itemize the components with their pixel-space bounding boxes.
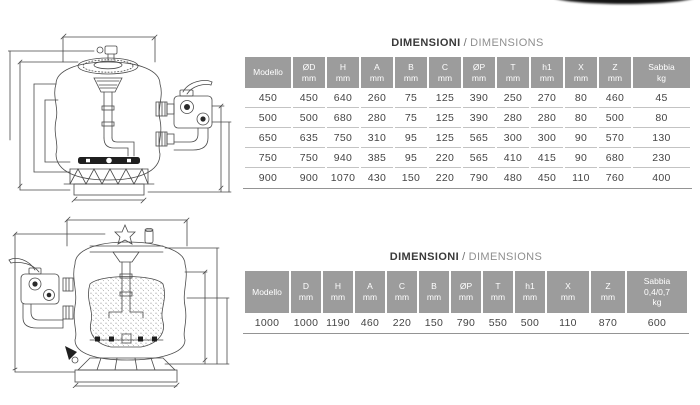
- column-header-sabbia: Sabbia 0,4/0,7 kg: [627, 271, 687, 313]
- cell: 1070: [327, 168, 359, 188]
- lateral-assembly: [78, 157, 140, 164]
- column-header-p: ØP mm: [463, 57, 495, 88]
- title-italian: DIMENSIONI: [391, 37, 461, 49]
- cell: 390: [463, 108, 495, 128]
- column-header-modello: Modello: [245, 271, 289, 313]
- cell: 80: [565, 88, 597, 108]
- cell: 1000: [245, 313, 289, 333]
- table-title: [243, 250, 689, 264]
- cell: 125: [429, 128, 461, 148]
- cell: 1000: [291, 313, 321, 333]
- column-header-x: X mm: [565, 57, 597, 88]
- column-header-d: ØD mm: [293, 57, 325, 88]
- cell: 125: [429, 88, 461, 108]
- table-row-model-650: [245, 128, 690, 148]
- cell: 900: [245, 168, 291, 188]
- cell: 80: [633, 108, 690, 128]
- cell: 45: [633, 88, 690, 108]
- cell: 870: [591, 313, 625, 333]
- cell: 790: [451, 313, 481, 333]
- header-row: [245, 271, 687, 313]
- cell: 460: [355, 313, 385, 333]
- cell: 410: [497, 148, 529, 168]
- cell: 95: [395, 128, 427, 148]
- pedestal-base: [75, 358, 177, 382]
- dimension-line-base: [72, 197, 146, 203]
- cell: 450: [293, 88, 325, 108]
- cell: 500: [515, 313, 545, 333]
- column-header-c: C mm: [387, 271, 417, 313]
- cell: 1190: [323, 313, 353, 333]
- cell: 130: [633, 128, 690, 148]
- cell: 90: [565, 128, 597, 148]
- cell: 760: [599, 168, 631, 188]
- header-row: [245, 57, 690, 88]
- cell: 650: [245, 128, 291, 148]
- diffuser-standpipe: [94, 78, 134, 156]
- cell: 220: [387, 313, 417, 333]
- cell: 150: [395, 168, 427, 188]
- multiport-valve: [9, 258, 73, 328]
- column-header-z: Z mm: [599, 57, 631, 88]
- cell: 460: [599, 88, 631, 108]
- cell: 400: [633, 168, 690, 188]
- column-header-b: B mm: [419, 271, 449, 313]
- title-english: DIMENSIONS: [470, 37, 544, 49]
- cell: 390: [463, 88, 495, 108]
- cell: 480: [497, 168, 529, 188]
- cell: 300: [531, 128, 563, 148]
- cell: 280: [497, 108, 529, 128]
- cell: 450: [245, 88, 291, 108]
- column-header-c: C mm: [429, 57, 461, 88]
- column-header-h: H mm: [327, 57, 359, 88]
- cell: 150: [419, 313, 449, 333]
- cell: 640: [327, 88, 359, 108]
- cell: 550: [483, 313, 513, 333]
- cell: 230: [633, 148, 690, 168]
- cell: 385: [361, 148, 393, 168]
- cell: 790: [463, 168, 495, 188]
- filter-base: [64, 169, 154, 195]
- cell: 565: [463, 148, 495, 168]
- cell: 450: [531, 168, 563, 188]
- table-row-model-900: [245, 168, 690, 188]
- cell: 565: [463, 128, 495, 148]
- column-header-sabbia: Sabbia kg: [633, 57, 690, 88]
- table-row-model-1000: [245, 313, 687, 333]
- column-header-a: A mm: [361, 57, 393, 88]
- multiport-valve: [156, 80, 212, 150]
- dimensions-table-2: [243, 271, 689, 334]
- cell: 430: [361, 168, 393, 188]
- dimensions-table-block-2: [243, 250, 689, 334]
- cell: 310: [361, 128, 393, 148]
- cell: 940: [327, 148, 359, 168]
- cell: 750: [293, 148, 325, 168]
- dimension-lines-right: [165, 248, 229, 364]
- cell: 500: [293, 108, 325, 128]
- cell: 750: [327, 128, 359, 148]
- column-header-b: B mm: [395, 57, 427, 88]
- cell: 75: [395, 88, 427, 108]
- cell: 110: [565, 168, 597, 188]
- cell: 270: [531, 88, 563, 108]
- star-knob: [115, 225, 135, 244]
- column-header-a: A mm: [355, 271, 385, 313]
- column-header-x: X mm: [547, 271, 589, 313]
- cell: 280: [531, 108, 563, 128]
- cell: 75: [395, 108, 427, 128]
- cell: 680: [599, 148, 631, 168]
- table-row-model-750: [245, 148, 690, 168]
- column-header-t: T mm: [497, 57, 529, 88]
- cell: 680: [327, 108, 359, 128]
- dimension-lines-left: [18, 60, 78, 190]
- dimensions-table-1: [243, 57, 692, 189]
- cell: 900: [293, 168, 325, 188]
- column-header-d: D mm: [291, 271, 321, 313]
- cell: 750: [245, 148, 291, 168]
- lid-and-vents: [90, 225, 163, 252]
- column-header-t: T mm: [483, 271, 513, 313]
- cell: 125: [429, 108, 461, 128]
- filter-drawing-bottom: [5, 212, 235, 388]
- cell: 500: [599, 108, 631, 128]
- cell: 280: [361, 108, 393, 128]
- cell: 415: [531, 148, 563, 168]
- cell: 80: [565, 108, 597, 128]
- title-separator: /: [463, 37, 468, 49]
- dimension-lines-right: [148, 104, 231, 192]
- table-row-model-500: [245, 108, 690, 128]
- cell: 95: [395, 148, 427, 168]
- drain-valve: [65, 346, 77, 360]
- title-italian: DIMENSIONI: [389, 251, 460, 263]
- cell: 250: [497, 88, 529, 108]
- cell: 260: [361, 88, 393, 108]
- column-header-h1: h1 mm: [531, 57, 563, 88]
- cell: 635: [293, 128, 325, 148]
- table-row-model-450: [245, 88, 690, 108]
- cell: 220: [429, 148, 461, 168]
- column-header-h: H mm: [323, 271, 353, 313]
- cell: 90: [565, 148, 597, 168]
- title-english: DIMENSIONS: [468, 251, 543, 263]
- column-header-z: Z mm: [591, 271, 625, 313]
- cell: 220: [429, 168, 461, 188]
- cell: 500: [245, 108, 291, 128]
- cell: 570: [599, 128, 631, 148]
- cell: 600: [627, 313, 687, 333]
- title-separator: /: [462, 251, 466, 263]
- column-header-modello: Modello: [245, 57, 291, 88]
- sand-fill: [88, 277, 164, 348]
- cell: 300: [497, 128, 529, 148]
- cell: 110: [547, 313, 589, 333]
- dimensions-table-block-1: [243, 36, 692, 189]
- cropped-product-photo-edge: [553, 0, 695, 4]
- column-header-p: ØP mm: [451, 271, 481, 313]
- column-header-h1: h1 mm: [515, 271, 545, 313]
- filter-drawing-top: [8, 22, 233, 204]
- table-title: [243, 36, 692, 50]
